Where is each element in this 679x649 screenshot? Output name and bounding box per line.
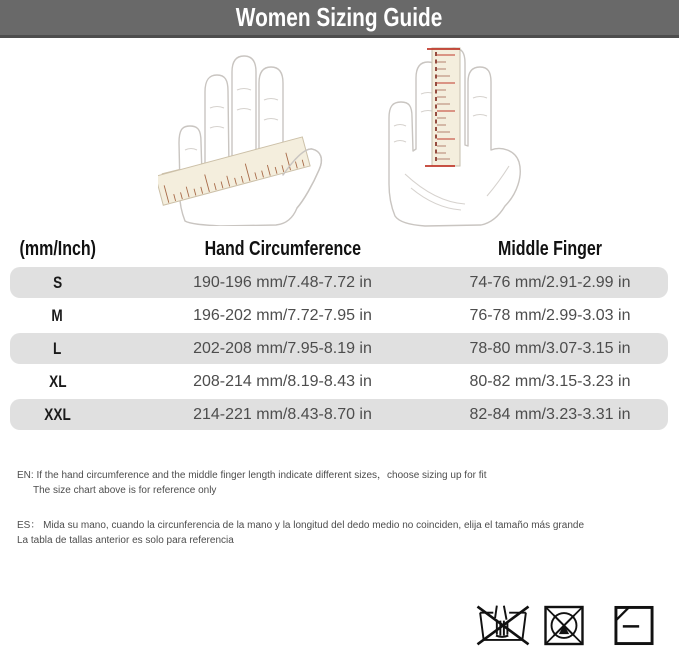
note-en-label: EN: <box>17 470 34 481</box>
dry-flat-in-shade-icon <box>611 604 657 647</box>
hand-circumference-value: 196-202 mm/7.72-7.95 in <box>193 306 372 324</box>
page-title: Women Sizing Guide <box>236 2 443 32</box>
size-label: M <box>51 305 64 325</box>
table-row-xxl <box>10 399 668 430</box>
note-es-line1 <box>17 518 667 533</box>
hand-circumference-illustration <box>158 48 343 226</box>
note-es-label: ES： <box>17 520 41 531</box>
table-row-xl <box>10 366 668 397</box>
size-label: XL <box>48 371 67 391</box>
do-not-hand-wash-icon <box>474 603 532 647</box>
size-label: S <box>52 272 63 292</box>
middle-finger-value: 80-82 mm/3.15-3.23 in <box>469 372 631 390</box>
title-bar <box>0 0 679 38</box>
table-row-m <box>10 300 668 331</box>
note-en-line2: The size chart above is for reference only <box>33 485 217 496</box>
column-header-unit: (mm/Inch) <box>19 237 97 260</box>
hand-circumference-value: 208-214 mm/8.19-8.43 in <box>193 372 372 390</box>
size-label: XXL <box>44 404 71 424</box>
middle-finger-illustration <box>375 46 545 228</box>
note-es-line2: La tabla de tallas anterior es solo para referencia <box>17 535 234 546</box>
hand-circumference-value: 214-221 mm/8.43-8.70 in <box>193 405 372 423</box>
note-en-line1 <box>17 468 667 483</box>
middle-finger-value: 74-76 mm/2.91-2.99 in <box>469 273 631 291</box>
note-en-text: If the hand circumference and the middle finger length indicate different sizes，choose sizing up for fit <box>36 470 487 481</box>
column-header-hand-circumference: Hand Circumference <box>204 237 361 260</box>
column-header-middle-finger: Middle Finger <box>498 237 602 260</box>
size-table <box>10 267 668 432</box>
table-row-s <box>10 267 668 298</box>
footnotes <box>17 468 667 548</box>
table-header-row <box>10 234 640 264</box>
size-label: L <box>53 338 62 358</box>
middle-finger-value: 82-84 mm/3.23-3.31 in <box>469 405 631 423</box>
hand-circumference-value: 190-196 mm/7.48-7.72 in <box>193 273 372 291</box>
hand-circumference-value: 202-208 mm/7.95-8.19 in <box>193 339 372 357</box>
middle-finger-value: 78-80 mm/3.07-3.15 in <box>469 339 631 357</box>
do-not-tumble-dry-icon <box>541 604 587 647</box>
note-es-text: Mida su mano, cuando la circunferencia de la mano y la longitud del dedo medio no coinciden, elija el tamaño más grande <box>43 520 585 531</box>
middle-finger-value: 76-78 mm/2.99-3.03 in <box>469 306 631 324</box>
table-row-l <box>10 333 668 364</box>
